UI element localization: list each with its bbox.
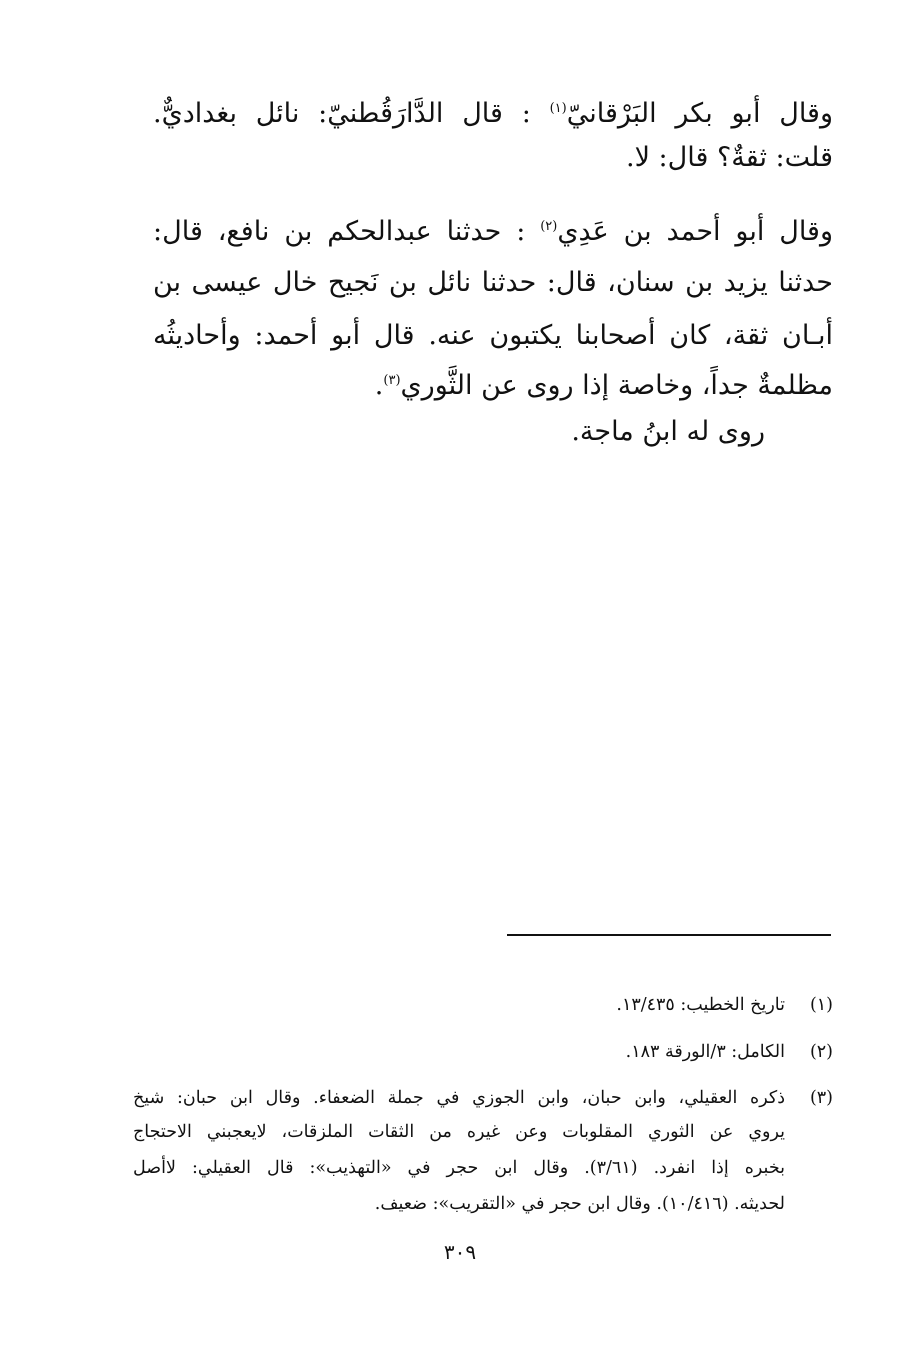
footnote-ref-2[interactable]: (٢) [540,219,558,234]
text-run: . [374,370,384,401]
footnote-3 [133,1083,833,1243]
paragraph-2-line-4 [375,368,833,404]
page-number: ٣٠٩ [443,1240,477,1264]
footnote-ref-1[interactable]: (١) [549,101,567,116]
footnote-number: (١) [809,995,833,1015]
paragraph-2-line-1 [153,214,833,250]
paragraph-1-line-2: قلت: ثقةٌ؟ قال: لا. [625,142,833,173]
footnote-text-line-2: يروي عن الثوري المقلوبات وعن غيره من الثقات الملزقات، لايعجبني الاحتجاج [133,1122,785,1142]
text-run: مظلمةٌ جداً، وخاصة إذا روى عن الثَّوري [400,370,833,401]
text-run: وقال أبو أحمد بن عَدِي [557,216,834,247]
footnote-number: (٣) [809,1088,833,1108]
footnote-text-line-1: ذكره العقيلي، وابن حبان، وابن الجوزي في جملة الضعفاء. وقال ابن حبان: شيخ [133,1088,785,1108]
footnote-separator [507,934,831,936]
text-run: : حدثنا عبدالحكم بن نافع، قال: [153,216,526,247]
footnote-text-line-4: لحديثه. (١٠/٤١٦). وقال ابن حجر في «التقريب»: ضعيف. [374,1194,785,1214]
paragraph-3-line-1: روى له ابنُ ماجة. [571,416,765,447]
paragraph-1-line-1 [153,96,833,132]
footnote-text-line-3: بخبره إذا انفرد. (٣/٦١). وقال ابن حجر في «التهذيب»: قال العقيلي: لاأصل [133,1158,785,1178]
text-run: وقال أبو بكر البَرْقانيّ [566,98,833,129]
text-run: : قال الدَّارَقُطنيّ: نائل بغداديٌّ. [153,98,531,129]
footnote-ref-3[interactable]: (٣) [383,373,401,388]
paragraph-2-line-3: أبـان ثقة، كان أصحابنا يكتبون عنه. قال أبو أحمد: وأحاديثُه [153,320,833,351]
footnote-number: (٢) [809,1042,833,1062]
footnote-text: تاريخ الخطيب: ١٣/٤٣٥. [616,995,785,1015]
paragraph-2-line-2: حدثنا يزيد بن سنان، قال: حدثنا نائل بن نَجيح خال عيسى بن [153,267,833,298]
footnote-text: الكامل: ٣/الورقة ١٨٣. [625,1042,785,1062]
